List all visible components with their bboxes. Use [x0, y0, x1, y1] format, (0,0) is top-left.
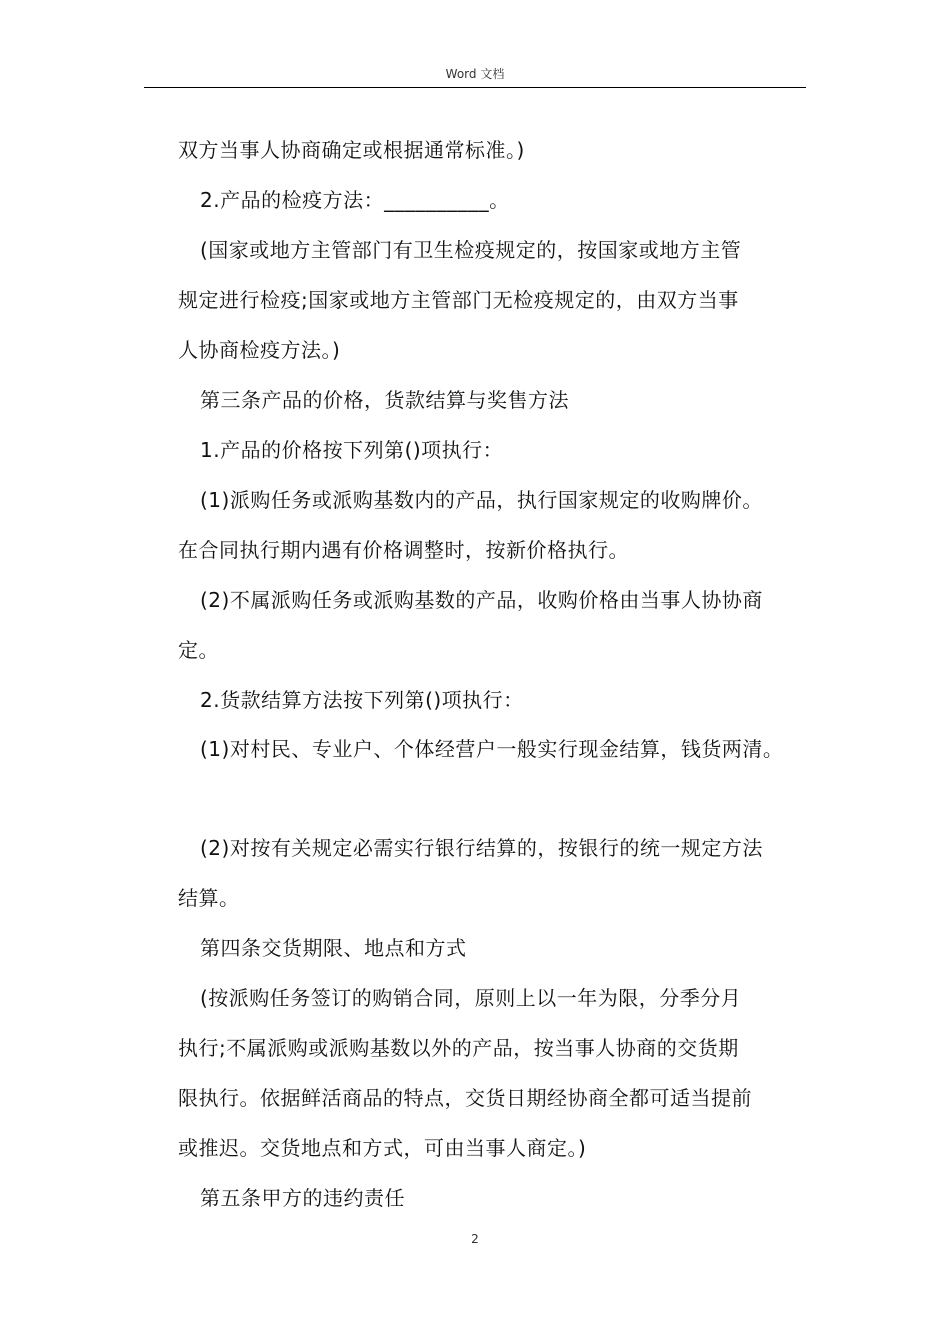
page-header: Word 文档	[445, 67, 505, 81]
text-line: 2.货款结算方法按下列第()项执行：	[200, 688, 524, 712]
page-number: 2	[471, 1232, 479, 1246]
text-line: 规定进行检疫;国家或地方主管部门无检疫规定的，由双方当事	[178, 288, 739, 312]
section-heading: 第四条交货期限、地点和方式	[200, 936, 467, 960]
text-line: 执行;不属派购或派购基数以外的产品，按当事人协商的交货期	[178, 1036, 739, 1060]
text-line: (按派购任务签订的购销合同，原则上以一年为限，分季分月	[200, 986, 742, 1010]
text-line: 在合同执行期内遇有价格调整时，按新价格执行。	[178, 538, 629, 562]
text-line: 2.产品的检疫方法：__________。	[200, 188, 510, 212]
text-line: 结算。	[178, 886, 240, 910]
text-line: (国家或地方主管部门有卫生检疫规定的，按国家或地方主管	[200, 238, 742, 262]
text-line: (1)派购任务或派购基数内的产品，执行国家规定的收购牌价。	[200, 488, 763, 512]
header-divider	[144, 87, 806, 88]
text-line: 双方当事人协商确定或根据通常标准。)	[178, 138, 525, 162]
text-line: 人协商检疫方法。)	[178, 338, 341, 362]
section-heading: 第三条产品的价格，货款结算与奖售方法	[200, 388, 569, 412]
text-line: 或推迟。交货地点和方式，可由当事人商定。)	[178, 1136, 587, 1160]
text-line: 限执行。依据鲜活商品的特点，交货日期经协商全都可适当提前	[178, 1086, 752, 1110]
text-line: 定。	[178, 638, 219, 662]
text-line: (1)对村民、专业户、个体经营户一般实行现金结算，钱货两清。	[200, 737, 784, 761]
section-heading: 第五条甲方的违约责任	[200, 1186, 405, 1210]
text-line: 1.产品的价格按下列第()项执行：	[200, 438, 504, 462]
text-line: (2)对按有关规定必需实行银行结算的，按银行的统一规定方法	[200, 836, 763, 860]
text-line: (2)不属派购任务或派购基数的产品，收购价格由当事人协协商	[200, 588, 763, 612]
